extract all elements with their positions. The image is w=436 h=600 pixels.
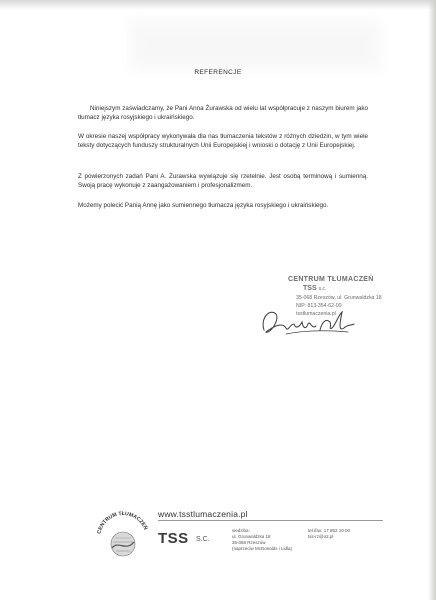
scan-shadow-right	[428, 0, 436, 600]
footer-address-note: (naprzeciw McDonalds i Lidla)	[232, 546, 293, 551]
stamp-web: tsstlumaczenia.pl	[296, 311, 336, 317]
footer-address-street: ul. Grunwaldzka 18	[232, 534, 271, 539]
stamp-company-suffix: s.c.	[318, 286, 327, 292]
stamp-name: CENTRUM TŁUMACZEŃ	[288, 276, 374, 283]
footer-address-label: siedziba:	[232, 528, 250, 533]
footer-divider	[158, 520, 383, 521]
logo-arc-text: CENTRUM TŁUMACZEŃ	[96, 510, 149, 535]
faint-bleedthrough	[130, 20, 380, 70]
footer-brand: TSS	[158, 530, 189, 547]
handwritten-signature	[256, 300, 366, 345]
paragraph-3: Z powierzonych zadań Pani A. Żurawska wywiązuje się rzetelnie. Jest osobą terminową i sumienną. Swoją pracę wykonuje z zaangażowaniem i profesjonalizmem.	[78, 173, 368, 190]
stamp-address: 35-068 Rzeszów, ul. Grunwaldzka 18	[296, 295, 382, 301]
stamp-company-name: TSS	[303, 285, 317, 292]
footer-address-city: 35-068 Rzeszów	[232, 540, 266, 545]
footer-phone: tel./fax: 17 852 10 00	[308, 528, 351, 533]
footer-website: www.tsstlumaczenia.pl	[158, 509, 248, 519]
document-title: REFERENCJE	[194, 69, 242, 76]
footer-address	[232, 528, 292, 552]
paragraph-4: Możemy polecić Panią Annę jako sumiennego tłumacza języka rosyjskiego i ukraińskiego.	[78, 202, 329, 209]
company-logo	[92, 508, 154, 558]
footer-email: tss-rz@o2.pl	[308, 534, 334, 539]
stamp-nip: NIP: 813-354-62-00	[296, 303, 342, 309]
paragraph-2: W okresie naszej współpracy wykonywała dla nas tłumaczenia tekstów z różnych dziedzin, w tym wiele teksty dotyczących funduszy strukturalnych Unii Europejskiej i wnioski o dotację z Unii Europejskiej.	[78, 133, 368, 150]
footer-brand-suffix: S.C.	[196, 536, 210, 543]
paragraph-1: Niniejszym zaświadczamy, że Pani Anna Żurawska od wielu lat współpracuje z naszym biurem jako tłumacz języka rosyjskiego i ukraińskiego.	[78, 105, 368, 122]
footer-contact	[308, 528, 350, 540]
stamp-company	[303, 285, 326, 292]
scan-shadow-top	[0, 0, 436, 10]
